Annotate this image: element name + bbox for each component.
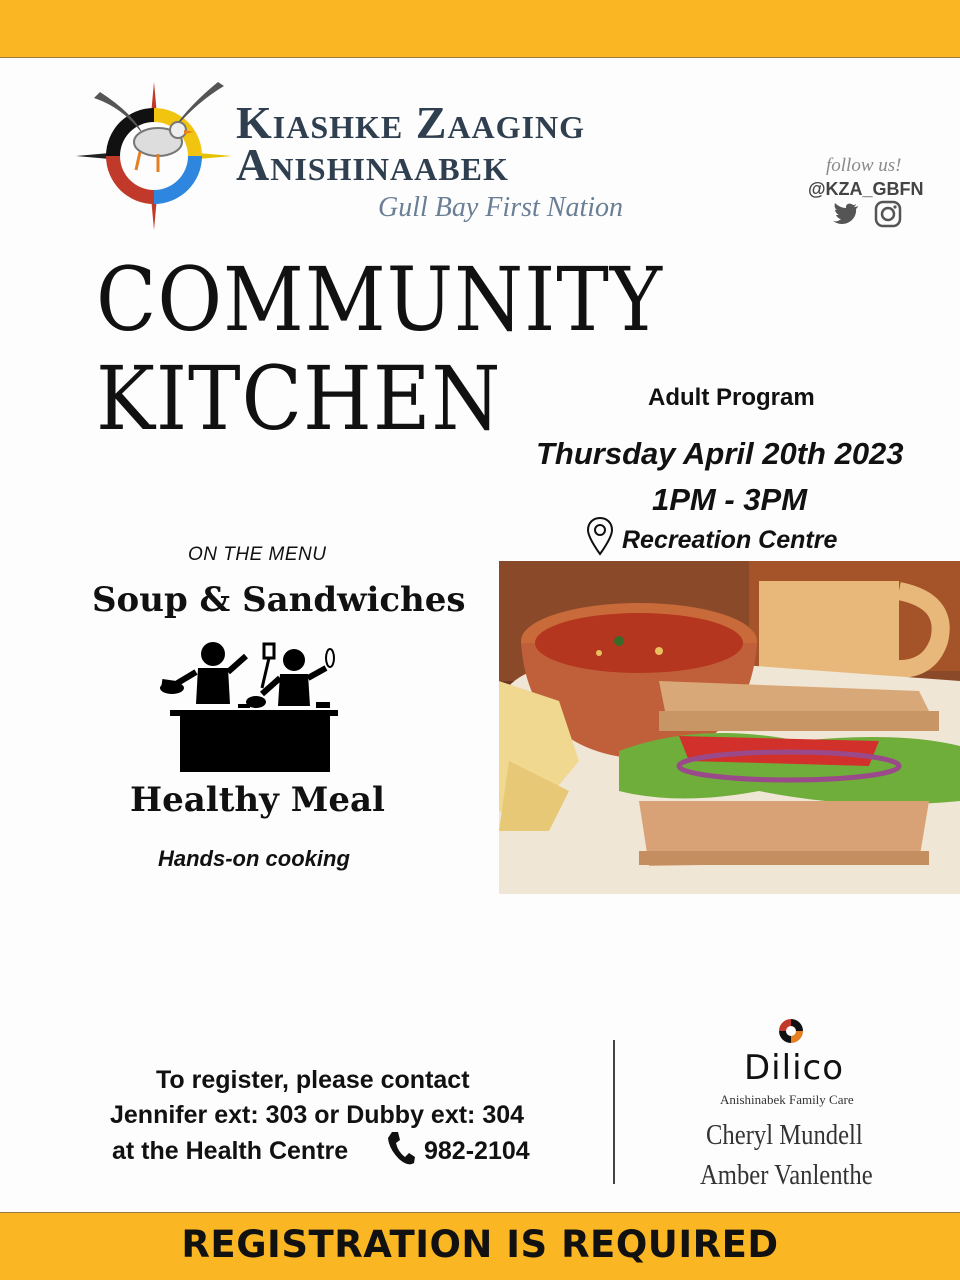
staff-name: Cheryl Mundell [706,1120,863,1151]
event-location: Recreation Centre [622,526,838,554]
gull-compass-logo [74,78,234,234]
registration-notice: REGISTRATION IS REQUIRED [181,1223,779,1266]
phone-number: 982-2104 [424,1137,530,1165]
cooking-people-icon [158,638,342,774]
soup-sandwich-photo [499,561,960,894]
event-time: 1PM - 3PM [652,482,808,517]
menu-tagline: Healthy Meal [130,780,385,820]
top-color-band [0,0,960,58]
dilico-medicine-wheel-icon [778,1018,804,1044]
title-line2: KITCHEN [96,347,502,450]
org-name-line2: Anishinaabek [236,139,509,190]
social-handle: @KZA_GBFN [808,179,924,199]
org-subtitle: Gull Bay First Nation [378,192,623,223]
contact-line3: at the Health Centre [112,1137,349,1165]
follow-label: follow us! [826,155,902,176]
org-name-line1: Kiashke Zaaging [236,97,586,148]
phone-icon [386,1130,416,1166]
bottom-color-band [0,1212,960,1280]
menu-item: Soup & Sandwiches [92,580,466,620]
menu-activity: Hands-on cooking [158,846,350,871]
twitter-icon [833,203,858,224]
partner-name: Dilico [744,1048,845,1088]
location-pin-icon [586,516,614,556]
program-label: Adult Program [648,384,815,411]
menu-heading: ON THE MENU [188,544,327,565]
contact-line2: Jennifer ext: 303 or Dubby ext: 304 [110,1101,525,1129]
staff-name: Amber Vanlenthe [700,1160,873,1191]
social-icons [832,200,906,228]
event-date: Thursday April 20th 2023 [536,436,904,471]
instagram-icon [876,202,900,226]
contact-line1: To register, please contact [156,1066,470,1094]
partner-subtitle: Anishinabek Family Care [720,1092,854,1107]
vertical-divider [613,1040,615,1184]
title-line1: COMMUNITY [96,248,663,351]
